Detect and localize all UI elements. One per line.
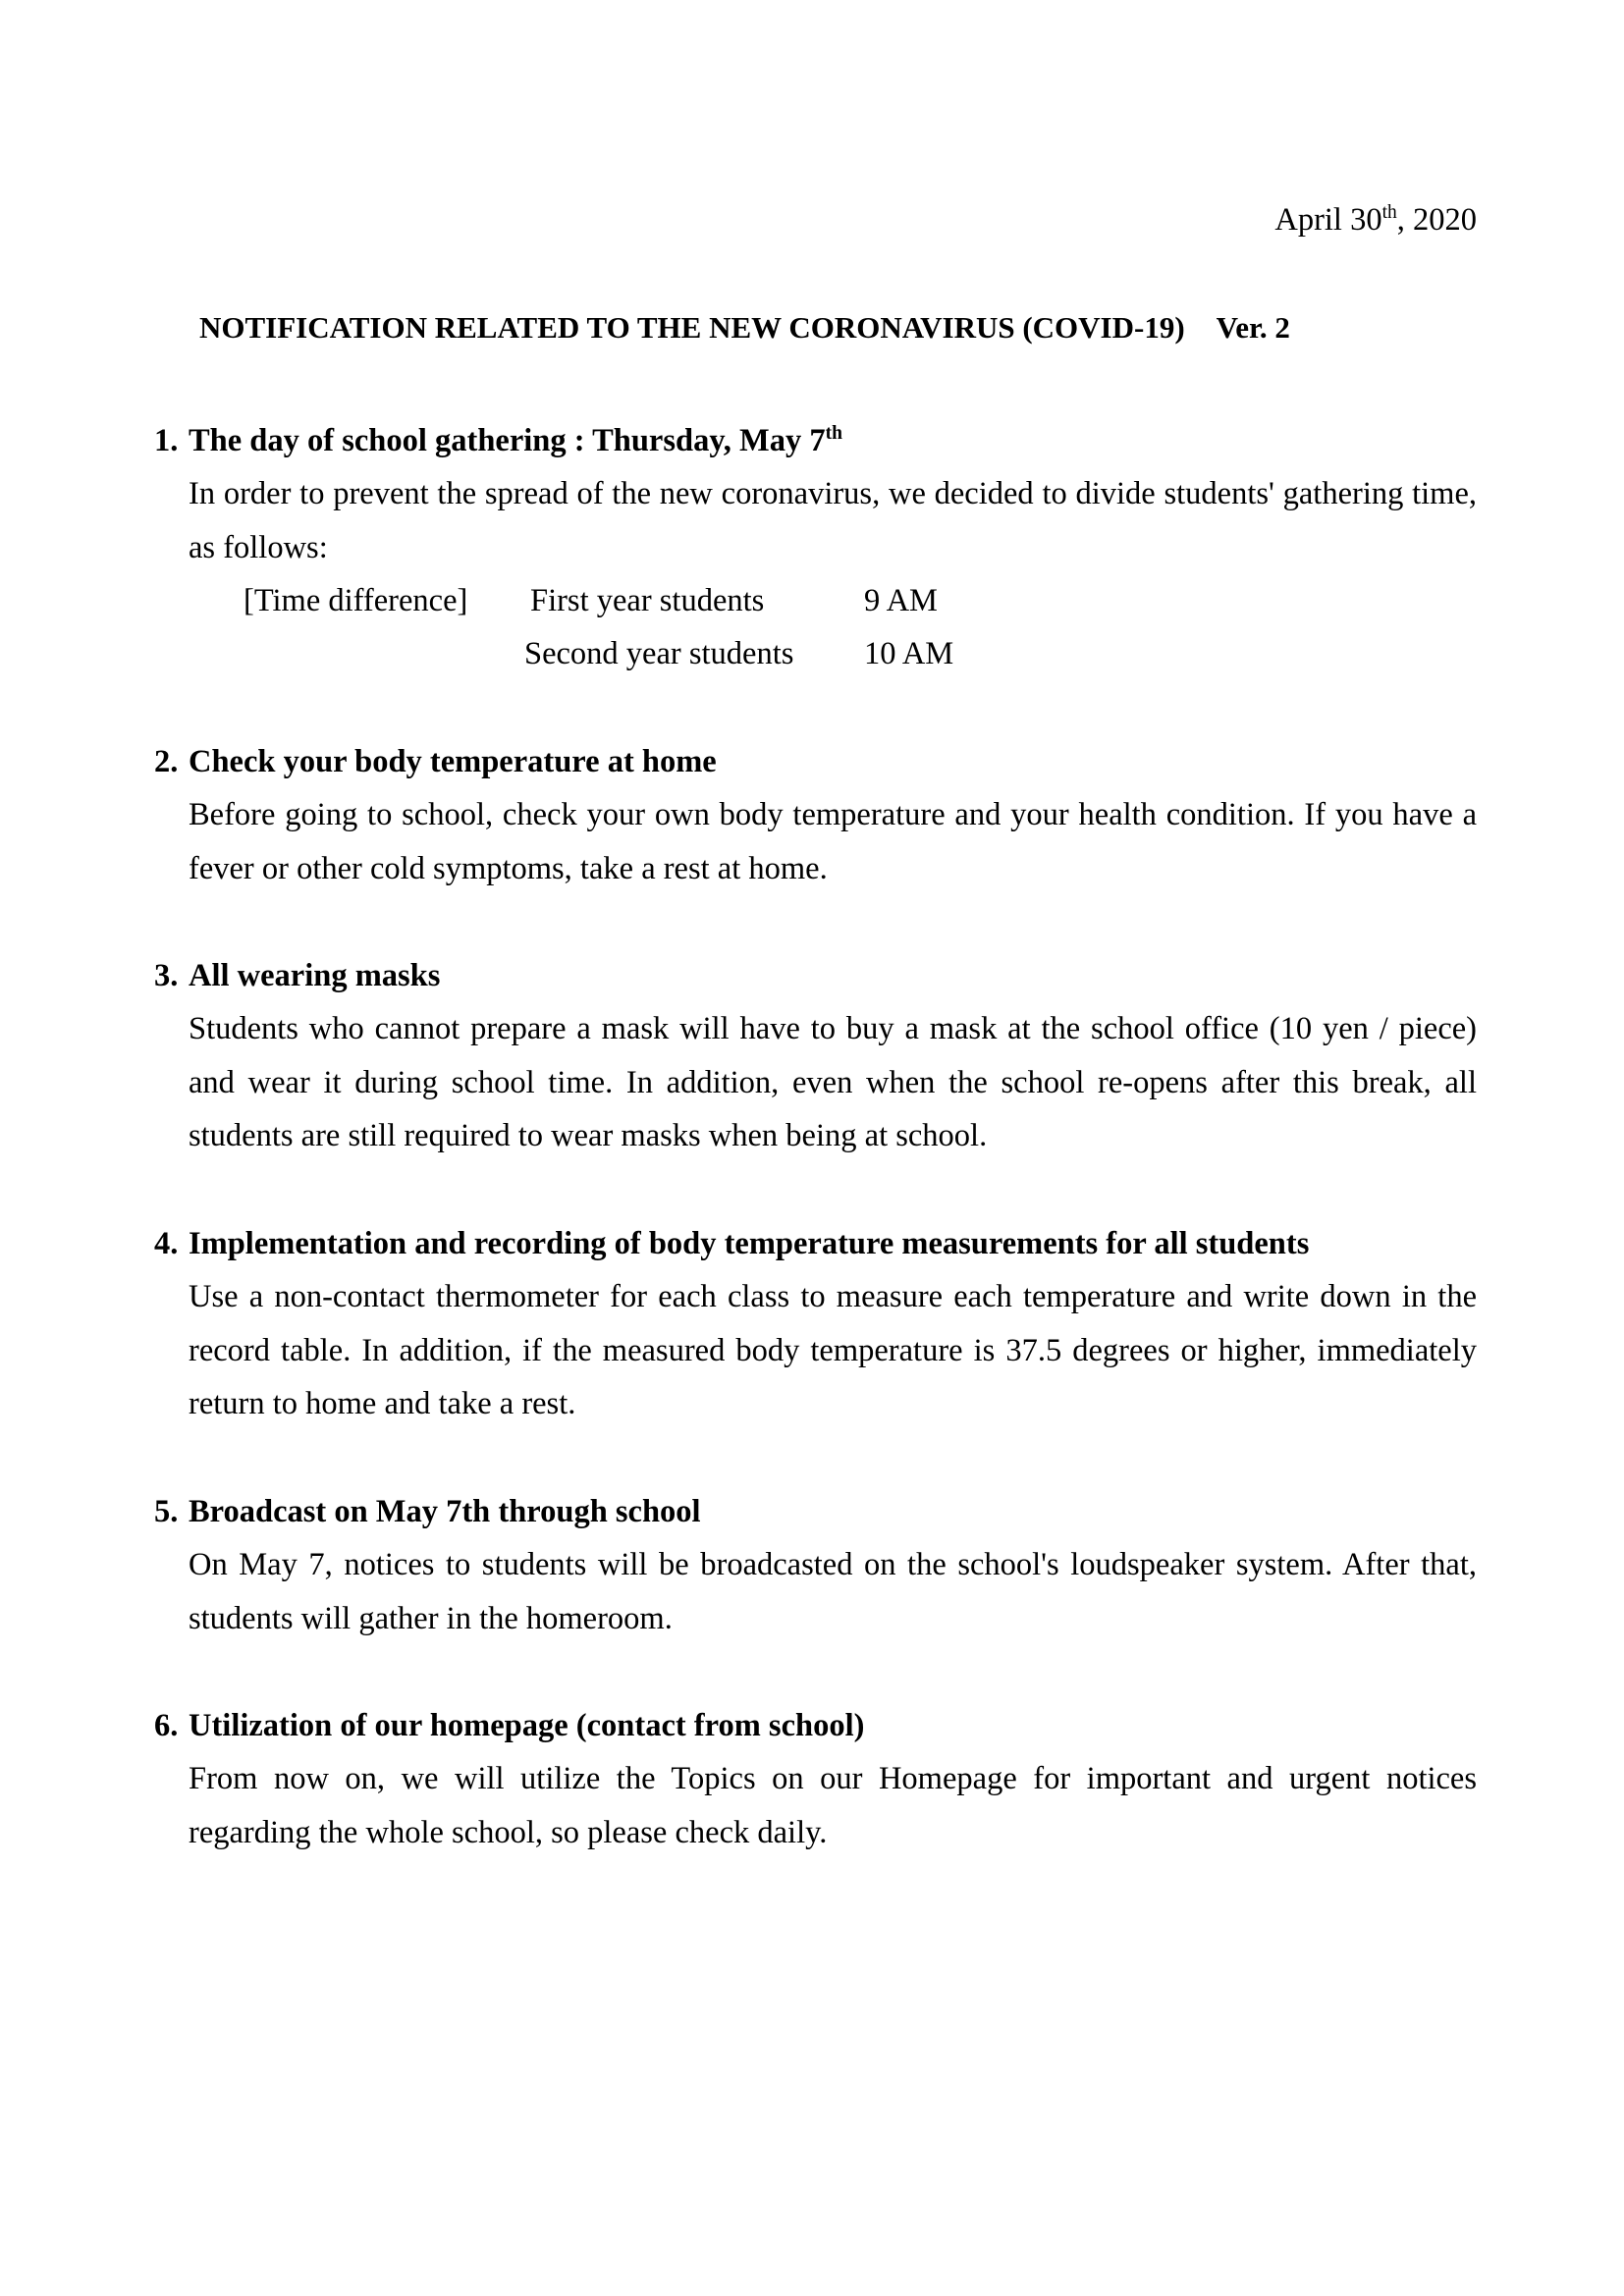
section-title: Broadcast on May 7th through school	[189, 1494, 701, 1529]
title-version: Ver. 2	[1216, 310, 1290, 345]
section-title: The day of school gathering : Thursday, May 7	[189, 423, 826, 458]
section-body: On May 7, notices to students will be broadcasted on the school's loudspeaker system. After that, students will gather in the homeroom.	[189, 1547, 1477, 1636]
section-number: 3.	[154, 958, 179, 993]
schedule-row	[189, 627, 1072, 680]
section-body: In order to prevent the spread of the new coronavirus, we decided to divide students' gathering time, as follows:	[189, 476, 1477, 565]
section-heading	[154, 1217, 1477, 1270]
schedule-table	[189, 574, 1477, 682]
section-heading	[154, 735, 1477, 788]
section-title-ordinal: th	[825, 423, 842, 445]
document-date	[1274, 202, 1477, 239]
section-number: 6.	[154, 1708, 179, 1743]
section-body: Before going to school, check your own body temperature and your health condition. If you have a fever or other cold symptoms, take a rest at home.	[189, 797, 1477, 886]
date-text: April 30	[1274, 202, 1382, 238]
section-1	[154, 414, 1477, 682]
date-year: , 2020	[1396, 202, 1477, 238]
section-body: From now on, we will utilize the Topics on our Homepage for important and urgent notices regarding the whole school, so please check daily.	[189, 1761, 1477, 1850]
section-title: All wearing masks	[189, 958, 441, 993]
section-6	[154, 1699, 1477, 1859]
schedule-label: [Time difference]	[244, 583, 468, 618]
schedule-group: Second year students	[524, 636, 794, 671]
section-heading	[154, 949, 1477, 1002]
section-body: Students who cannot prepare a mask will have to buy a mask at the school office (10 yen / piece) and wear it during school time. In addition, even when the school re-opens after this break, all students are still required to wear masks when being at school.	[189, 1011, 1477, 1153]
section-number: 4.	[154, 1226, 179, 1261]
section-body: Use a non-contact thermometer for each class to measure each temperature and write down in the record table. In addition, if the measured body temperature is 37.5 degrees or higher, immediately return to home and take a rest.	[189, 1279, 1477, 1421]
section-heading	[154, 1699, 1477, 1752]
schedule-group: First year students	[530, 583, 765, 618]
document-title	[199, 310, 1290, 346]
date-ordinal: th	[1381, 202, 1397, 224]
section-2	[154, 735, 1477, 895]
section-heading	[154, 1485, 1477, 1538]
section-5	[154, 1485, 1477, 1645]
section-4	[154, 1217, 1477, 1431]
section-3	[154, 949, 1477, 1163]
section-number: 5.	[154, 1494, 179, 1529]
title-main: NOTIFICATION RELATED TO THE NEW CORONAVIRUS (COVID-19)	[199, 310, 1185, 345]
section-number: 2.	[154, 744, 179, 779]
section-title: Check your body temperature at home	[189, 744, 717, 779]
schedule-time: 9 AM	[864, 583, 938, 618]
section-title: Implementation and recording of body temperature measurements for all students	[189, 1226, 1310, 1261]
section-number: 1.	[154, 423, 179, 458]
section-heading	[154, 414, 1477, 467]
section-title: Utilization of our homepage (contact from school)	[189, 1708, 865, 1743]
schedule-time: 10 AM	[864, 636, 954, 671]
schedule-row	[189, 574, 1072, 627]
